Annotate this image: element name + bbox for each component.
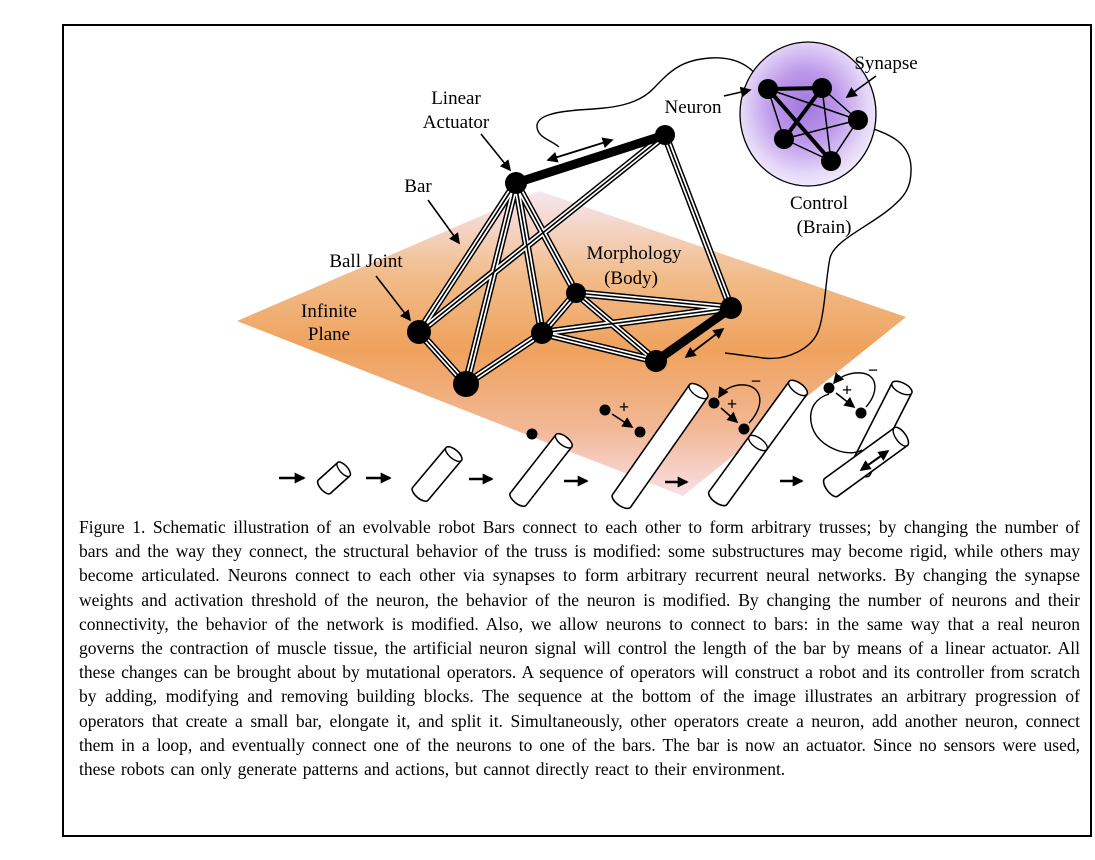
- inhibit-label-1: −: [750, 371, 762, 391]
- control-label: Control: [789, 193, 849, 214]
- neuron-label: Neuron: [664, 97, 722, 118]
- figure-frame: [62, 24, 1092, 837]
- figure-caption: Figure 1. Schematic illustration of an evolvable robot Bars connect to each other to form arbitrary trusses; by changing the number of bars and the way they connect, the structural behavior of the truss is modified: some substructures may become rigid, while others may become articulated. Neurons connect to each other via synapses to form arbitrary recurrent neural networks. By changing the synapse weights and activation threshold of the neuron, the behavior of the neuron is modified. By changing the number of neurons and their connectivity, the behavior of the network is modified. Also, we allow neurons to connect to bars: in the same way that a real neuron governs the contraction of muscle tissue, the artificial neuron signal will control the length of the bar by means of a linear actuator. All these changes can be brought about by mutational operators. A sequence of operators will construct a robot and its controller from scratch by adding, modifying and removing building blocks. The sequence at the bottom of the image illustrates an arbitrary progression of operators that create a small bar, elongate it, and split it. Simultaneously, other operators create a neuron, add another neuron, connect them in a loop, and eventually connect one of the neurons to one of the bars. The bar is now an actuator. Since no sensors were used, these robots can only generate patterns and actions, but cannot directly react to their environment.: [79, 517, 1080, 780]
- infinite-plane-label: Infinite: [301, 301, 357, 322]
- morphology-label: Morphology: [586, 243, 682, 264]
- infinite-plane-label-2: Plane: [307, 324, 351, 345]
- ball-joint-label: Ball Joint: [329, 251, 403, 272]
- morphology-label-2: (Body): [604, 268, 658, 289]
- inhibit-label-2: −: [867, 360, 879, 380]
- excite-label-3: +: [841, 380, 853, 400]
- linear-actuator-label: Linear: [431, 88, 481, 109]
- schematic-diagram: [64, 26, 1088, 514]
- neuron-to-bar-wire: [811, 394, 862, 453]
- excite-label-1: +: [618, 397, 630, 417]
- new-neuron-dot: [527, 429, 538, 440]
- bar-cylinder-2: [410, 444, 465, 504]
- brain-to-actuator1-wire: [537, 58, 764, 147]
- bar-cylinder-3: [508, 431, 575, 509]
- linear-actuator-label-2: Actuator: [422, 112, 490, 133]
- bar-label: Bar: [404, 176, 432, 197]
- excite-label-2: +: [726, 394, 738, 414]
- control-label-2: (Brain): [796, 217, 852, 238]
- final-neuron-1: [824, 383, 835, 394]
- synapse-label: Synapse: [854, 53, 918, 74]
- linear-actuator-arrow: [481, 134, 510, 170]
- bar-cylinder-1: [315, 460, 352, 496]
- final-neuron-2: [856, 408, 867, 419]
